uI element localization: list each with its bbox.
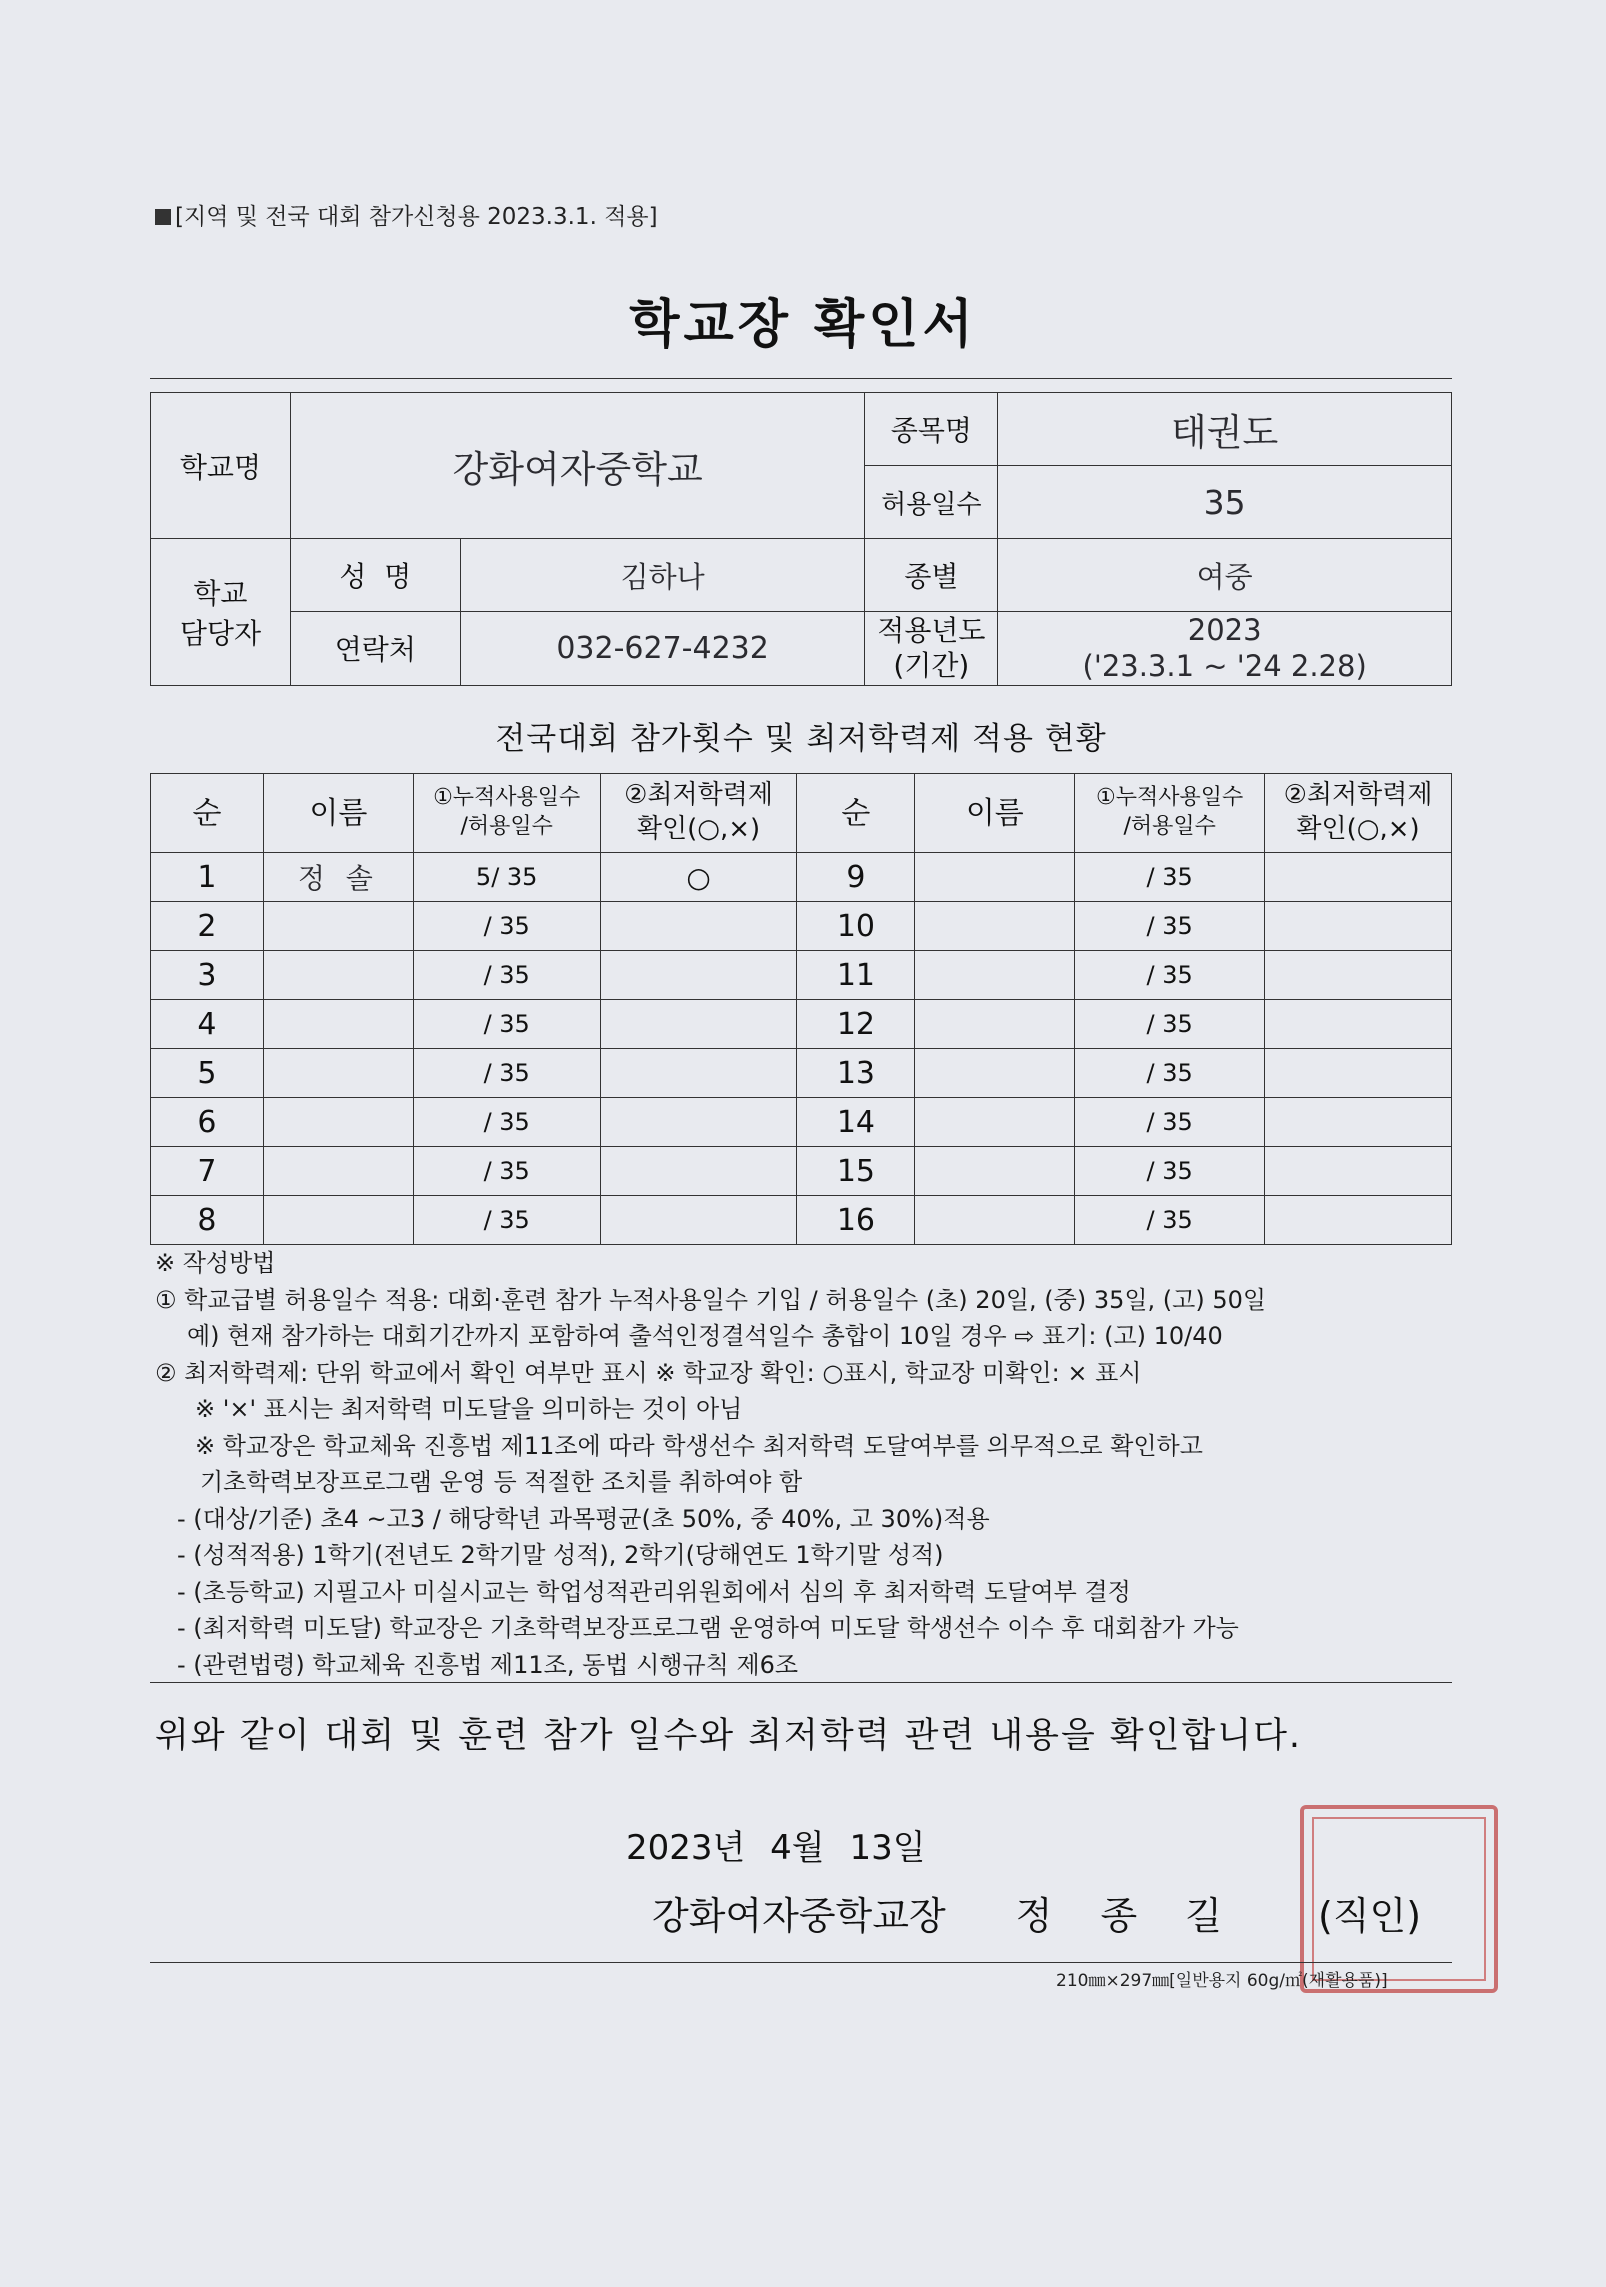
check-mark	[600, 1049, 797, 1098]
status-table	[150, 773, 1452, 1245]
days-used: / 35	[1075, 1196, 1265, 1245]
principal-title: 강화여자중학교장	[652, 1894, 946, 1938]
days-used: / 35	[413, 1049, 600, 1098]
page-title: 학교장 확인서	[629, 295, 977, 355]
note-line: - (초등학교) 지필고사 미실시교는 학업성적관리위원회에서 심의 후 최저학력 도달여부 결정	[177, 1577, 1131, 1606]
note-line: - (성적적용) 1학기(전년도 2학기말 성적), 2학기(당해연도 1학기말 성적)	[177, 1541, 944, 1569]
header-no: 순	[797, 774, 915, 853]
check-mark	[600, 902, 797, 951]
days-used: / 35	[1075, 1098, 1265, 1147]
student-name	[915, 902, 1075, 951]
student-name	[915, 1147, 1075, 1196]
sport-value: 태권도	[998, 393, 1452, 466]
check-mark	[1265, 1147, 1452, 1196]
table-row	[151, 853, 1452, 902]
status-caption: 전국대회 참가횟수 및 최저학력제 적용 현황	[495, 721, 1107, 757]
year-value: 2023 ('23.3.1 ~ '24 2.28)	[998, 612, 1452, 686]
days-used: / 35	[413, 1147, 600, 1196]
check-mark	[600, 1000, 797, 1049]
divider	[150, 378, 1452, 379]
phone-label: 연락처	[290, 612, 460, 686]
row-number: 4	[151, 1000, 264, 1049]
days-used: / 35	[1075, 1049, 1265, 1098]
category-label: 종별	[865, 539, 998, 612]
days-used: / 35	[1075, 1147, 1265, 1196]
student-name	[915, 1196, 1075, 1245]
table-row	[151, 1049, 1452, 1098]
row-number: 13	[797, 1049, 915, 1098]
header-days: ①누적사용일수 /허용일수	[1075, 774, 1265, 853]
check-mark	[600, 1098, 797, 1147]
table-row	[151, 1147, 1452, 1196]
row-number: 3	[151, 951, 264, 1000]
principal-name: 정 종 길	[1015, 1894, 1240, 1938]
row-number: 5	[151, 1049, 264, 1098]
check-mark	[600, 951, 797, 1000]
paper-spec: 210㎜×297㎜[일반용지 60g/㎡(재활용품)]	[1056, 1971, 1388, 1991]
note-line: ※ 학교장은 학교체육 진흥법 제11조에 따라 학생선수 최저학력 도달여부를 의무적으로 확인하고	[195, 1431, 1203, 1460]
row-number: 8	[151, 1196, 264, 1245]
table-row	[151, 951, 1452, 1000]
check-mark	[1265, 1000, 1452, 1049]
row-number: 11	[797, 951, 915, 1000]
student-name	[915, 853, 1075, 902]
issue-date: 2023년 4월 13일	[626, 1828, 926, 1868]
student-name	[263, 1196, 413, 1245]
row-number: 6	[151, 1098, 264, 1147]
divider	[150, 1962, 1452, 1963]
check-mark	[600, 1147, 797, 1196]
instructions	[155, 1245, 1465, 1683]
row-number: 14	[797, 1098, 915, 1147]
table-row	[151, 902, 1452, 951]
days-used: / 35	[1075, 951, 1265, 1000]
check-mark	[1265, 1196, 1452, 1245]
confirmation-statement: 위와 같이 대회 및 훈련 참가 일수와 최저학력 관련 내용을 확인합니다.	[155, 1716, 1303, 1756]
note-line: ※ '×' 표시는 최저학력 미도달을 의미하는 것이 아님	[195, 1395, 743, 1423]
student-name	[263, 1098, 413, 1147]
student-name	[263, 1147, 413, 1196]
contact-person-label: 학교 담당자	[151, 539, 291, 686]
school-info-table	[150, 392, 1452, 686]
student-name: 정 솔	[263, 853, 413, 902]
student-name	[263, 902, 413, 951]
year-label: 적용년도 (기간)	[865, 612, 998, 686]
header-check: ②최저학력제 확인(○,×)	[600, 774, 797, 853]
check-mark	[600, 1196, 797, 1245]
student-name	[915, 951, 1075, 1000]
note-line: - (관련법령) 학교체육 진흥법 제11조, 동법 시행규칙 제6조	[177, 1650, 799, 1679]
name-label: 성 명	[290, 539, 460, 612]
row-number: 2	[151, 902, 264, 951]
days-used: / 35	[413, 1000, 600, 1049]
check-mark	[1265, 853, 1452, 902]
days-used: / 35	[413, 1196, 600, 1245]
row-number: 7	[151, 1147, 264, 1196]
header-name: 이름	[915, 774, 1075, 853]
student-name	[915, 1000, 1075, 1049]
days-used: / 35	[1075, 902, 1265, 951]
school-label: 학교명	[151, 393, 291, 539]
note-line: ① 학교급별 허용일수 적용: 대회·훈련 참가 누적사용일수 기입 / 허용일수 (초) 20일, (중) 35일, (고) 50일	[155, 1285, 1267, 1314]
row-number: 16	[797, 1196, 915, 1245]
student-name	[263, 1049, 413, 1098]
days-used: / 35	[1075, 853, 1265, 902]
note-line: - (대상/기준) 초4 ~고3 / 해당학년 과목평균(초 50%, 중 40%, 고 30%)적용	[177, 1504, 990, 1533]
status-header-row	[151, 774, 1452, 853]
check-mark	[1265, 951, 1452, 1000]
note-line: 예) 현재 참가하는 대회기간까지 포함하여 출석인정결석일수 총합이 10일 경우 ⇨ 표기: (고) 10/40	[187, 1322, 1223, 1350]
divider	[150, 1682, 1452, 1683]
days-used: / 35	[413, 1098, 600, 1147]
note-line: ※ 작성방법	[155, 1249, 276, 1277]
student-name	[263, 1000, 413, 1049]
check-mark: ○	[600, 853, 797, 902]
allowed-days-value: 35	[998, 466, 1452, 539]
row-number: 10	[797, 902, 915, 951]
header-days: ①누적사용일수 /허용일수	[413, 774, 600, 853]
student-name	[915, 1049, 1075, 1098]
allowed-days-label: 허용일수	[865, 466, 998, 539]
student-name	[263, 951, 413, 1000]
seal-label: (직인)	[1318, 1894, 1422, 1938]
table-row	[151, 1196, 1452, 1245]
row-number: 12	[797, 1000, 915, 1049]
header-name: 이름	[263, 774, 413, 853]
check-mark	[1265, 902, 1452, 951]
phone-value: 032-627-4232	[460, 612, 865, 686]
sport-label: 종목명	[865, 393, 998, 466]
row-number: 15	[797, 1147, 915, 1196]
row-number: 1	[151, 853, 264, 902]
school-name: 강화여자중학교	[290, 393, 865, 539]
header-no: 순	[151, 774, 264, 853]
check-mark	[1265, 1098, 1452, 1147]
table-row	[151, 1098, 1452, 1147]
days-used: / 35	[413, 902, 600, 951]
header-check: ②최저학력제 확인(○,×)	[1265, 774, 1452, 853]
days-used: 5/ 35	[413, 853, 600, 902]
category-value: 여중	[998, 539, 1452, 612]
table-row	[151, 1000, 1452, 1049]
contact-name: 김하나	[460, 539, 865, 612]
note-line: - (최저학력 미도달) 학교장은 기초학력보장프로그램 운영하여 미도달 학생선수 이수 후 대회참가 가능	[177, 1614, 1239, 1642]
days-used: / 35	[413, 951, 600, 1000]
header-note: [지역 및 전국 대회 참가신청용 2023.3.1. 적용]	[155, 198, 658, 231]
square-bullet-icon	[155, 209, 171, 225]
principal-signature	[652, 1885, 1240, 1940]
note-line: 기초학력보장프로그램 운영 등 적절한 조치를 취하여야 함	[200, 1468, 803, 1496]
student-name	[915, 1098, 1075, 1147]
note-line: ② 최저학력제: 단위 학교에서 확인 여부만 표시 ※ 학교장 확인: ○표시, 학교장 미확인: × 표시	[155, 1358, 1142, 1387]
check-mark	[1265, 1049, 1452, 1098]
row-number: 9	[797, 853, 915, 902]
days-used: / 35	[1075, 1000, 1265, 1049]
